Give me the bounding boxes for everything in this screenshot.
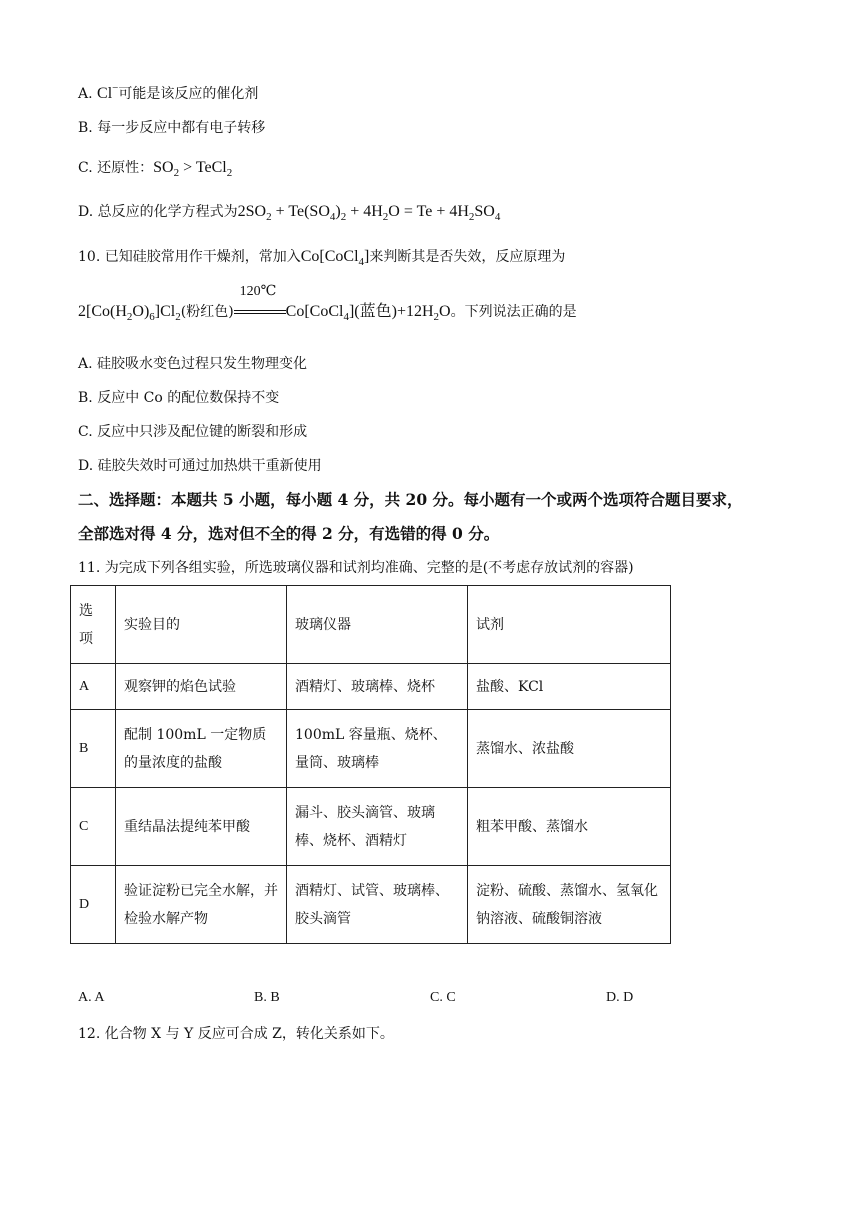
pink-color-note: (粉红色) (180, 304, 234, 320)
q10-option-d: D. 硅胶失效时可通过加热烘干重新使用 (78, 458, 322, 474)
q11-option-a: A. A (78, 990, 105, 1005)
q11-option-c: C. C (430, 990, 456, 1005)
table-row: B 配制 100mL 一定物质的量浓度的盐酸 100mL 容量瓶、烧杯、量筒、玻璃棒 蒸馏水、浓盐酸 (71, 710, 671, 788)
q12-stem: 12. 化合物 X 与 Y 反应可合成 Z，转化关系如下。 (78, 1026, 394, 1042)
equilibrium-arrow-with-condition: 120℃ (234, 302, 286, 322)
section2-instructions-line1: 二、选择题：本题共 5 小题，每小题 4 分，共 20 分。每小题有一个或两个选项符合题目要求， (78, 490, 743, 509)
header-reagents: 试剂 (468, 586, 671, 664)
reducibility-formula: $SO_2$ > TeCl$_2$ (153, 159, 233, 179)
q9-option-d: D. 总反应的化学方程式为$2SO_2 + Te(SO_4)_2 + 4H_2O = Te + 4H_2SO_4$ (78, 203, 501, 223)
q10-stem: 10. 已知硅胶常用作干燥剂，常加入Co[CoCl$_4$]来判断其是否失效，反应原理为 (78, 248, 566, 268)
q9-option-c: C. 还原性：$SO_2$ > TeCl$_2$ (78, 159, 233, 179)
q11-option-b: B. B (254, 990, 280, 1005)
q9-option-b: B. 每一步反应中都有电子转移 (78, 120, 266, 136)
table-row: C 重结晶法提纯苯甲酸 漏斗、胶头滴管、玻璃棒、烧杯、酒精灯 粗苯甲酸、蒸馏水 (71, 788, 671, 866)
q11-stem: 11. 为完成下列各组实验，所选玻璃仪器和试剂均准确、完整的是(不考虑存放试剂的容器) (78, 560, 634, 576)
total-reaction-equation: $2SO_2 + Te(SO_4)_2 + 4H_2O = Te + 4H_2SO_4$ (237, 203, 501, 223)
table-row: A 观察钾的焰色试验 酒精灯、玻璃棒、烧杯 盐酸、KCl (71, 664, 671, 710)
q9-option-a: A. Cl−可能是该反应的催化剂 (78, 82, 259, 102)
chloride-ion: Cl− (97, 82, 119, 102)
header-purpose: 实验目的 (116, 586, 287, 664)
indicator-formula: Co[CoCl$_4$] (300, 248, 370, 268)
q11-option-d: D. D (606, 990, 634, 1005)
table-header-row (71, 586, 671, 664)
q10-option-a: A. 硅胶吸水变色过程只发生物理变化 (78, 356, 308, 372)
q10-option-c: C. 反应中只涉及配位键的断裂和形成 (78, 424, 308, 440)
q10-reaction-equation: $2[Co(H_2O)_6]Cl_2$(粉红色) 120℃ Co[CoCl$_4$](蓝色)$+12H_2O$。下列说法正确的是 (78, 284, 577, 323)
header-option: 选 项 (71, 586, 116, 664)
header-glassware: 玻璃仪器 (287, 586, 468, 664)
section2-instructions-line2: 全部选对得 4 分，选对但不全的得 2 分，有选错的得 0 分。 (78, 524, 500, 543)
q10-option-b: B. 反应中 Co 的配位数保持不变 (78, 390, 280, 406)
experiment-table (70, 585, 671, 944)
table-row: D 验证淀粉已完全水解，并检验水解产物 酒精灯、试管、玻璃棒、胶头滴管 淀粉、硫酸、蒸馏水、氢氧化钠溶液、硫酸铜溶液 (71, 866, 671, 944)
